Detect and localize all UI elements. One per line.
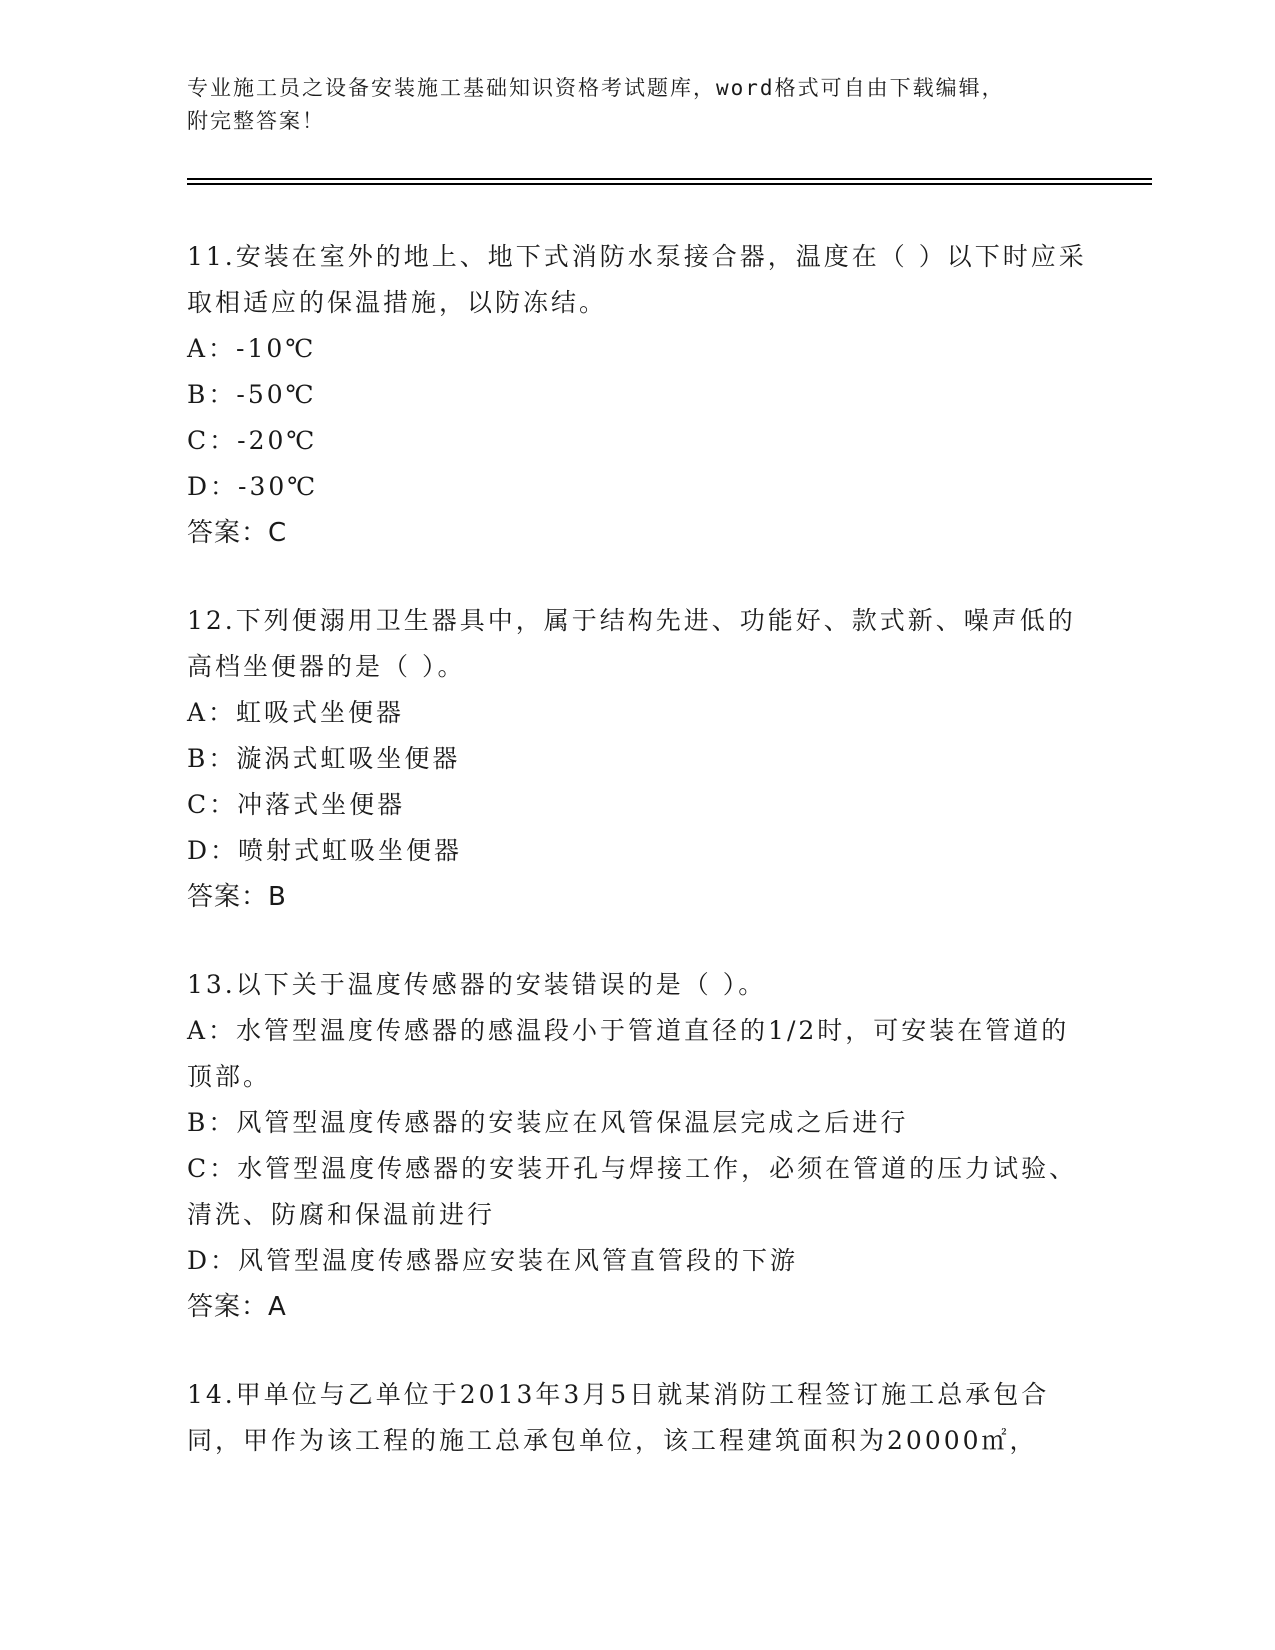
- option-d: D：-30℃: [187, 472, 319, 501]
- answer-line: 答案：C: [187, 518, 288, 548]
- option-b: B：-50℃: [187, 380, 317, 409]
- question-stem: 14.甲单位与乙单位于2013年3月5日就某消防工程签订施工总承包合同，甲作为该工程的施工总承包单位，该工程建筑面积为20000㎡，: [187, 1380, 1050, 1455]
- header-line-2: 附完整答案！: [187, 109, 325, 133]
- option-c: C：水管型温度传感器的安装开孔与焊接工作，必须在管道的压力试验、清洗、防腐和保温前进行: [187, 1154, 1078, 1229]
- question-stem: 11.安装在室外的地上、地下式消防水泵接合器，温度在（ ）以下时应采取相适应的保温措施，以防冻结。: [187, 242, 1087, 317]
- document-header: [187, 72, 1087, 138]
- header-divider-top: [187, 178, 1152, 180]
- header-divider-bottom: [187, 183, 1152, 185]
- option-a: A：-10℃: [187, 334, 317, 363]
- option-a: A：水管型温度传感器的感温段小于管道直径的1/2时，可安装在管道的顶部。: [187, 1016, 1070, 1091]
- option-d: D：喷射式虹吸坐便器: [187, 836, 463, 865]
- question-block: [187, 962, 1087, 1330]
- question-block: [187, 234, 1087, 556]
- question-stem: 12.下列便溺用卫生器具中，属于结构先进、功能好、款式新、噪声低的高档坐便器的是（ ）。: [187, 606, 1076, 681]
- option-c: C：冲落式坐便器: [187, 790, 406, 819]
- option-a: A：虹吸式坐便器: [187, 698, 405, 727]
- option-b: B：风管型温度传感器的安装应在风管保温层完成之后进行: [187, 1108, 909, 1137]
- answer-line: 答案：A: [187, 1292, 287, 1322]
- question-block: [187, 598, 1087, 920]
- option-c: C：-20℃: [187, 426, 318, 455]
- header-line-1: 专业施工员之设备安装施工基础知识资格考试题库，word格式可自由下载编辑，: [187, 76, 1005, 100]
- answer-line: 答案：B: [187, 882, 287, 912]
- question-stem: 13.以下关于温度传感器的安装错误的是（ ）。: [187, 970, 767, 999]
- question-list: [187, 234, 1087, 1506]
- question-block: [187, 1372, 1087, 1464]
- option-b: B：漩涡式虹吸坐便器: [187, 744, 461, 773]
- option-d: D：风管型温度传感器应安装在风管直管段的下游: [187, 1246, 799, 1275]
